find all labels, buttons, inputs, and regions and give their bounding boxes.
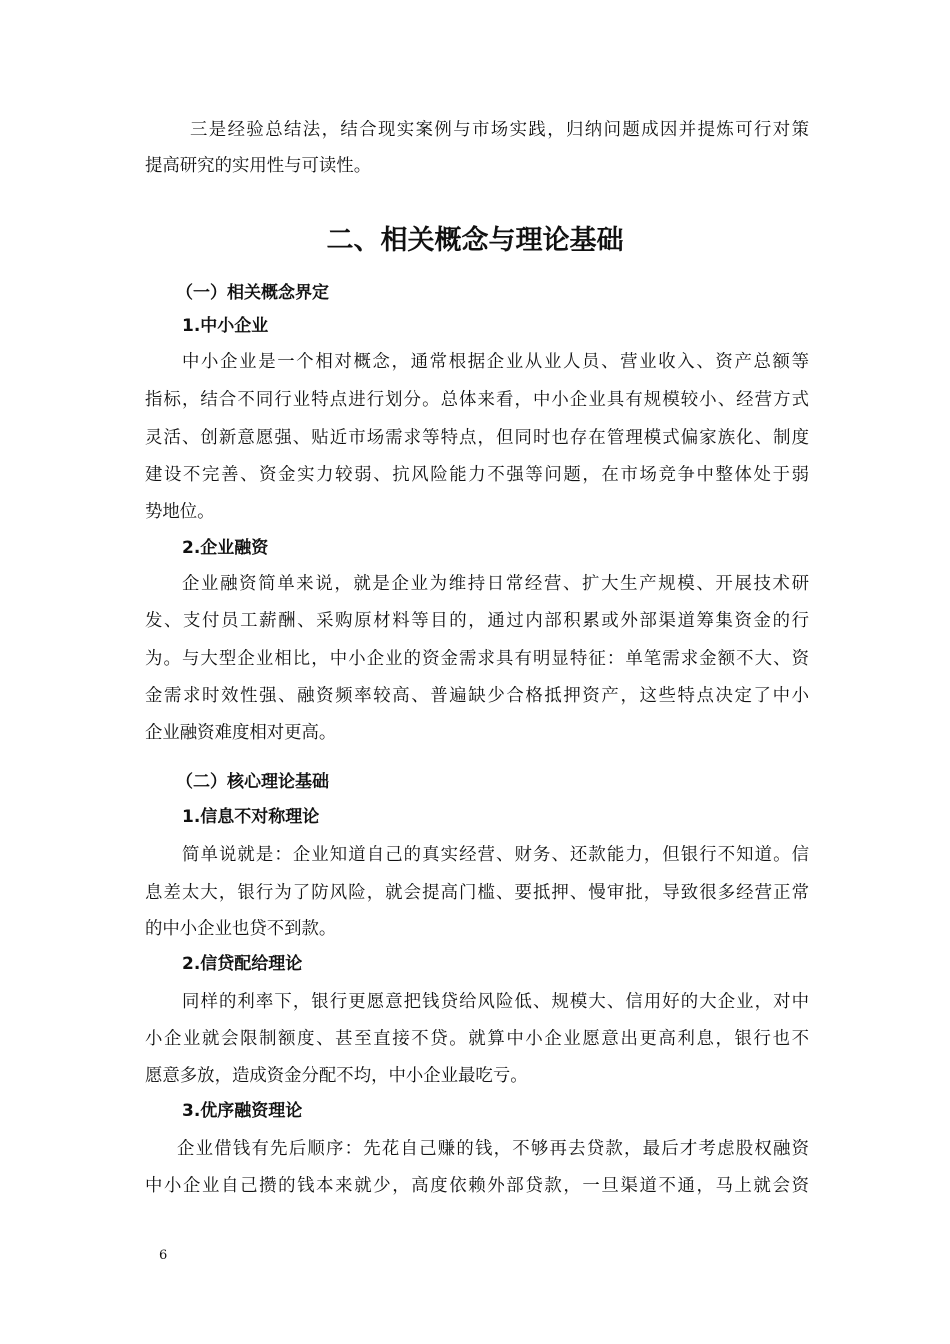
paragraph-line: 灵活、创新意愿强、贴近市场需求等特点，但同时也存在管理模式偏家族化、制度 [145,428,809,448]
paragraph-line: 势地位。 [145,502,215,522]
paragraph-line: 的中小企业也贷不到款。 [145,919,337,939]
paragraph-line: 企业融资难度相对更高。 [145,723,337,743]
paragraph-line: 中小企业是一个相对概念，通常根据企业从业人员、营业收入、资产总额等 [182,352,809,372]
subsection-title-financing: 2.企业融资 [182,538,269,558]
subsection-title-pecking-order: 3.优序融资理论 [182,1101,303,1121]
paragraph-line: 愿意多放，造成资金分配不均，中小企业最吃亏。 [145,1066,528,1086]
intro-line-2: 提高研究的实用性与可读性。 [145,156,372,176]
section-title-concepts: （一）相关概念界定 [176,283,329,303]
paragraph-line: 企业融资简单来说，就是企业为维持日常经营、扩大生产规模、开展技术研 [182,574,809,594]
paragraph-line: 发、支付员工薪酬、采购原材料等目的，通过内部积累或外部渠道筹集资金的行 [145,611,809,631]
paragraph-line: 简单说就是：企业知道自己的真实经营、财务、还款能力，但银行不知道。信 [182,845,809,865]
paragraph-line: 为。与大型企业相比，中小企业的资金需求具有明显特征：单笔需求金额不大、资 [145,649,809,669]
section-title-theories: （二）核心理论基础 [176,772,329,792]
subsection-title-credit-rationing: 2.信贷配给理论 [182,954,303,974]
paragraph-line: 中小企业自己攒的钱本来就少，高度依赖外部贷款，一旦渠道不通，马上就会资 [145,1176,809,1196]
chapter-title: 二、相关概念与理论基础 [326,225,624,256]
paragraph-line: 建设不完善、资金实力较弱、抗风险能力不强等问题，在市场竞争中整体处于弱 [145,465,809,485]
paragraph-line: 企业借钱有先后顺序：先花自己赚的钱，不够再去贷款，最后才考虑股权融资 [177,1139,809,1159]
paragraph-line: 金需求时效性强、融资频率较高、普遍缺少合格抵押资产，这些特点决定了中小 [145,686,809,706]
page-number: 6 [159,1248,168,1263]
subsection-title-sme: 1.中小企业 [182,316,269,336]
subsection-title-information-asymmetry: 1.信息不对称理论 [182,807,320,827]
paragraph-line: 小企业就会限制额度、甚至直接不贷。就算中小企业愿意出更高利息，银行也不 [145,1029,809,1049]
paragraph-line: 息差太大，银行为了防风险，就会提高门槛、要抵押、慢审批，导致很多经营正常 [145,883,809,903]
paragraph-line: 同样的利率下，银行更愿意把钱贷给风险低、规模大、信用好的大企业，对中 [182,992,809,1012]
paragraph-line: 指标，结合不同行业特点进行划分。总体来看，中小企业具有规模较小、经营方式 [145,390,809,410]
intro-line-1: 三是经验总结法，结合现实案例与市场实践，归纳问题成因并提炼可行对策 [190,120,809,140]
